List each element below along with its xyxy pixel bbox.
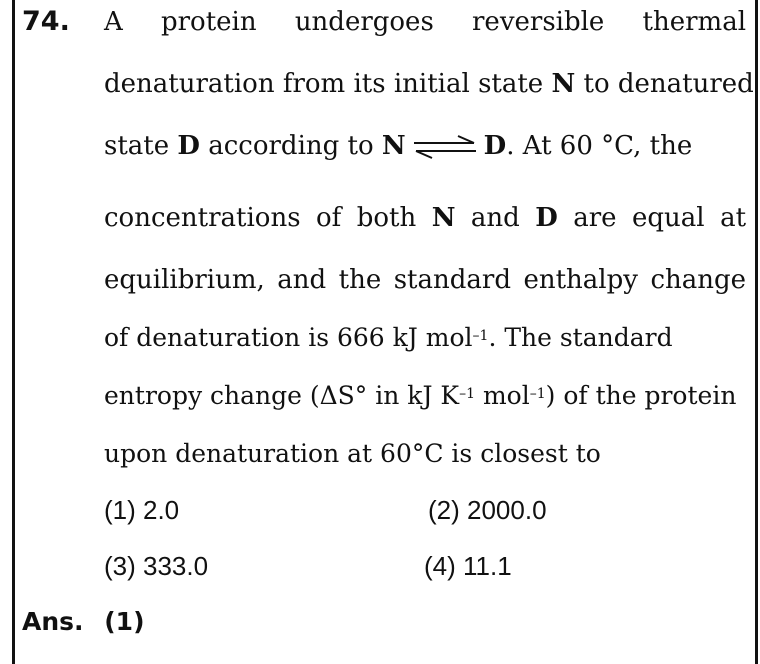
- answer-label: Ans.: [22, 607, 84, 636]
- state-n: N: [551, 69, 576, 99]
- question-number: 74.: [22, 6, 70, 37]
- option-3: (3) 333.0: [104, 551, 209, 581]
- answer-line: [22, 604, 157, 640]
- left-border: [12, 0, 15, 664]
- question-line-8: upon denaturation at 60°C is closest to: [104, 439, 601, 468]
- question-line-4: concentrations of both N and D are equal at: [104, 203, 747, 233]
- question-line-2: denaturation from its initial state N to denatured: [104, 69, 754, 99]
- option-2: (2) 2000.0: [428, 495, 547, 525]
- question-line-5: equilibrium, and the standard enthalpy change: [104, 265, 747, 295]
- question-line-6: of denaturation is 666 kJ mol$^{-1}$. The standard: [104, 323, 673, 352]
- option-1: (1) 2.0: [104, 495, 180, 525]
- equilibrium-arrow-icon: [412, 134, 478, 160]
- answer-value: (1): [104, 607, 145, 636]
- question-line-7: entropy change (ΔS° in kJ $K^{-1}$ mol$^{-1}$) of the protein: [104, 381, 737, 410]
- option-4: (4) 11.1: [424, 551, 512, 581]
- right-border: [755, 0, 758, 664]
- question-line-1: A protein undergoes reversible thermal: [104, 7, 747, 37]
- question-line-3: state D according to N D. At 60 °C, the: [104, 131, 693, 161]
